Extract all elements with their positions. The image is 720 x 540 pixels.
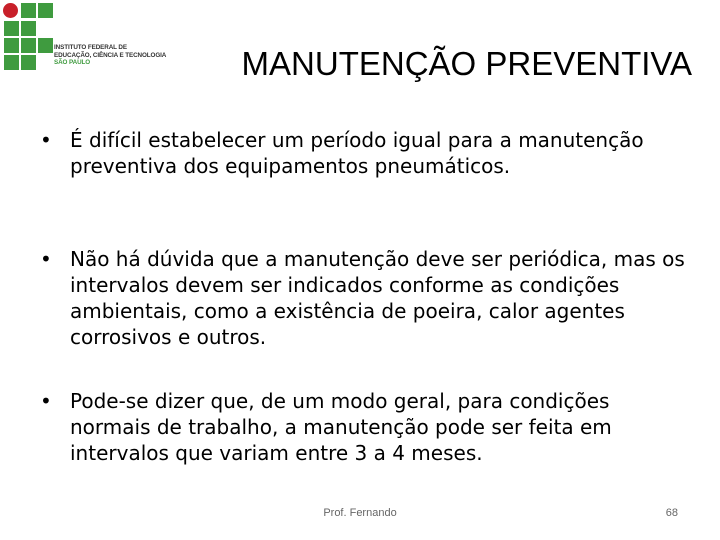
logo-square (21, 3, 36, 18)
logo-square (4, 38, 19, 53)
footer-author: Prof. Fernando (323, 507, 397, 519)
institute-logo (2, 2, 177, 74)
logo-square (21, 55, 36, 70)
logo-red-circle (3, 3, 18, 18)
slide-number: 68 (665, 507, 678, 519)
logo-square (4, 55, 19, 70)
logo-square (4, 21, 19, 36)
slide-title: MANUTENÇÃO PREVENTIVA (241, 45, 692, 82)
bullet-marker: • (40, 247, 52, 271)
logo-text-line1: INSTITUTO FEDERAL DE (54, 44, 127, 51)
bullet-text: Não há dúvida que a manutenção deve ser periódica, mas os intervalos devem ser indicados conforme as condições ambientais, como a existência de poeira, calor agentes corrosivos e outros. (70, 247, 685, 349)
institute-logo-grid (2, 2, 56, 72)
logo-square (38, 38, 53, 53)
logo-text-line3: SÃO PAULO (54, 59, 91, 67)
bullet-text: Pode-se dizer que, de um modo geral, para condições normais de trabalho, a manutenção pode ser feita em intervalos que variam entre 3 a 4 meses. (70, 389, 612, 465)
logo-square (38, 3, 53, 18)
bullet-text: É difícil estabelecer um período igual para a manutenção preventiva dos equipamentos pneumáticos. (70, 128, 644, 178)
bullet-marker: • (40, 389, 52, 413)
logo-square (21, 38, 36, 53)
institute-logo-text (54, 44, 178, 67)
bullet-marker: • (40, 128, 52, 152)
logo-text-line2: EDUCAÇÃO, CIÊNCIA E TECNOLOGIA (54, 51, 167, 59)
logo-square (21, 21, 36, 36)
